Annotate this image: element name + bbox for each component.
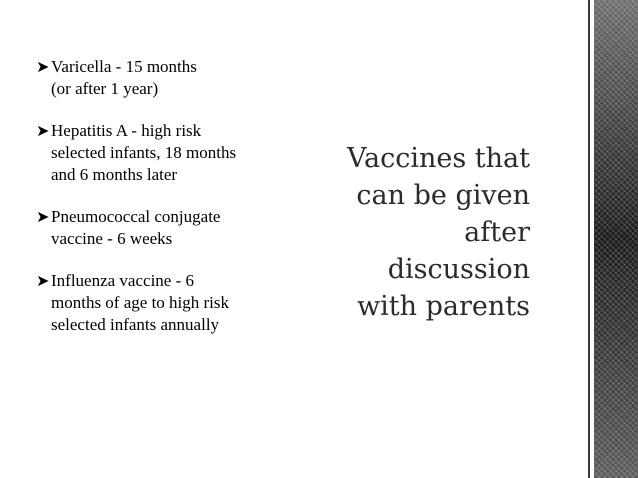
- bullet-text-varicella: Varicella - 15 months (or after 1 year): [51, 57, 197, 98]
- bullet-item-pneumococcal: [36, 206, 306, 250]
- bullet-text-hepatitis-a: Hepatitis A - high risk selected infants, 18 months and 6 months later: [51, 121, 237, 184]
- bullet-item-influenza: [36, 270, 306, 336]
- bullet-text-influenza: Influenza vaccine - 6 months of age to high risk selected infants annually: [51, 271, 230, 334]
- decorative-divider: [588, 0, 590, 478]
- slide-heading: Vaccines that can be given after discussion with parents: [347, 143, 530, 322]
- arrowhead-bullet-icon: ➤: [36, 57, 50, 76]
- bullet-item-hepatitis-a: [36, 120, 306, 186]
- decorative-texture-strip: [594, 0, 638, 478]
- arrowhead-bullet-icon: ➤: [36, 121, 50, 140]
- bullet-list: [36, 56, 306, 356]
- bullet-item-varicella: [36, 56, 306, 100]
- bullet-text-pneumococcal: Pneumococcal conjugate vaccine - 6 weeks: [51, 207, 221, 248]
- arrowhead-bullet-icon: ➤: [36, 207, 50, 226]
- arrowhead-bullet-icon: ➤: [36, 271, 50, 290]
